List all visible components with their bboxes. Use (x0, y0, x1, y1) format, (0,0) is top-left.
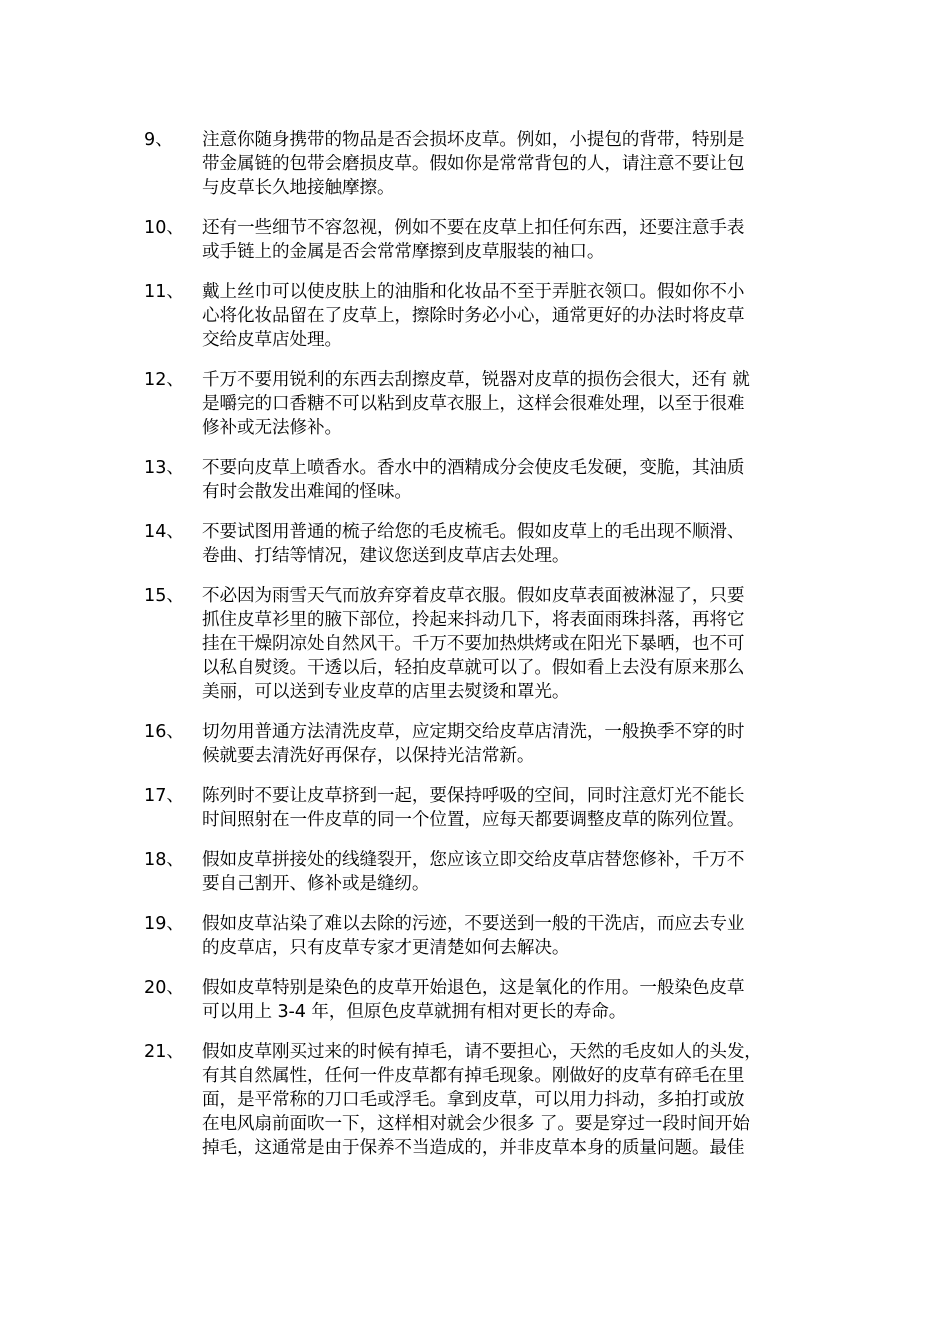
item-text: 假如皮草沾染了难以去除的污迹，不要送到一般的干洗店，而应去专业 的皮草店，只有皮草专家才更清楚如何去解决。 (202, 914, 745, 958)
item-number: 16、 (144, 722, 184, 742)
item-number: 17、 (144, 786, 184, 806)
item-text: 不必因为雨雪天气而放弃穿着皮草衣服。假如皮草表面被淋湿了，只要 抓住皮草衫里的腋下部位，拎起来抖动几下，将表面雨珠抖落，再将它 挂在干燥阴凉处自然风干。千万不要加热烘烤或在阳光下暴晒，也不可 以私自熨烫。干透以后，轻拍皮草就可以了。假如看上去没有原来那么 美丽，可以送到专业皮草的店里去熨烫和罩光。 (202, 586, 745, 702)
item-number: 21、 (144, 1042, 184, 1062)
care-tips-list (144, 128, 804, 1176)
list-item (144, 456, 804, 504)
item-text: 假如皮草拼接处的线缝裂开，您应该立即交给皮草店替您修补，千万不 要自己割开、修补或是缝纫。 (202, 850, 745, 894)
item-number: 14、 (144, 522, 184, 542)
list-item (144, 584, 804, 704)
item-number: 11、 (144, 282, 184, 302)
item-text: 注意你随身携带的物品是否会损坏皮草。例如，小提包的背带，特别是 带金属链的包带会磨损皮草。假如你是常常背包的人，请注意不要让包 与皮草长久地接触摩擦。 (202, 130, 745, 198)
item-number: 19、 (144, 914, 184, 934)
item-text: 不要向皮草上喷香水。香水中的酒精成分会使皮毛发硬，变脆，其油质 有时会散发出难闻的怪味。 (202, 458, 745, 502)
item-number: 13、 (144, 458, 184, 478)
item-number: 18、 (144, 850, 184, 870)
list-item (144, 520, 804, 568)
item-text: 不要试图用普通的梳子给您的毛皮梳毛。假如皮草上的毛出现不顺滑、 卷曲、打结等情况，建议您送到皮草店去处理。 (202, 522, 745, 566)
list-item (144, 848, 804, 896)
item-text: 千万不要用锐利的东西去刮擦皮草，锐器对皮草的损伤会很大，还有 就 是嚼完的口香糖不可以粘到皮草衣服上，这样会很难处理，以至于很难 修补或无法修补。 (202, 370, 750, 438)
item-number: 9、 (144, 130, 173, 150)
list-item (144, 368, 804, 440)
list-item (144, 720, 804, 768)
item-text: 假如皮草特别是染色的皮草开始退色，这是氧化的作用。一般染色皮草 可以用上 3-4 年，但原色皮草就拥有相对更长的寿命。 (202, 978, 745, 1022)
item-number: 20、 (144, 978, 184, 998)
list-item (144, 280, 804, 352)
item-number: 12、 (144, 370, 184, 390)
list-item (144, 1040, 804, 1160)
list-item (144, 976, 804, 1024)
list-item (144, 784, 804, 832)
item-text: 戴上丝巾可以使皮肤上的油脂和化妆品不至于弄脏衣领口。假如你不小 心将化妆品留在了皮草上，擦除时务必小心，通常更好的办法时将皮草 交给皮草店处理。 (202, 282, 745, 350)
item-number: 15、 (144, 586, 184, 606)
list-item (144, 128, 804, 200)
item-text: 切勿用普通方法清洗皮草，应定期交给皮草店清洗，一般换季不穿的时 候就要去清洗好再保存，以保持光洁常新。 (202, 722, 745, 766)
item-number: 10、 (144, 218, 184, 238)
list-item (144, 216, 804, 264)
item-text: 还有一些细节不容忽视，例如不要在皮草上扣任何东西，还要注意手表 或手链上的金属是否会常常摩擦到皮草服装的袖口。 (202, 218, 745, 262)
item-text: 陈列时不要让皮草挤到一起，要保持呼吸的空间，同时注意灯光不能长 时间照射在一件皮草的同一个位置，应每天都要调整皮草的陈列位置。 (202, 786, 745, 830)
list-item (144, 912, 804, 960)
item-text: 假如皮草刚买过来的时候有掉毛，请不要担心，天然的毛皮如人的头发， 有其自然属性，任何一件皮草都有掉毛现象。刚做好的皮草有碎毛在里 面，是平常称的刀口毛或浮毛。拿到皮草，可以用力抖动，多拍打或放 在电风扇前面吹一下，这样相对就会少很多 了。要是穿过一段时间开始 掉毛，这通常是由于保养不当造成的，并非皮草本身的质量问题。最佳 (202, 1042, 762, 1158)
